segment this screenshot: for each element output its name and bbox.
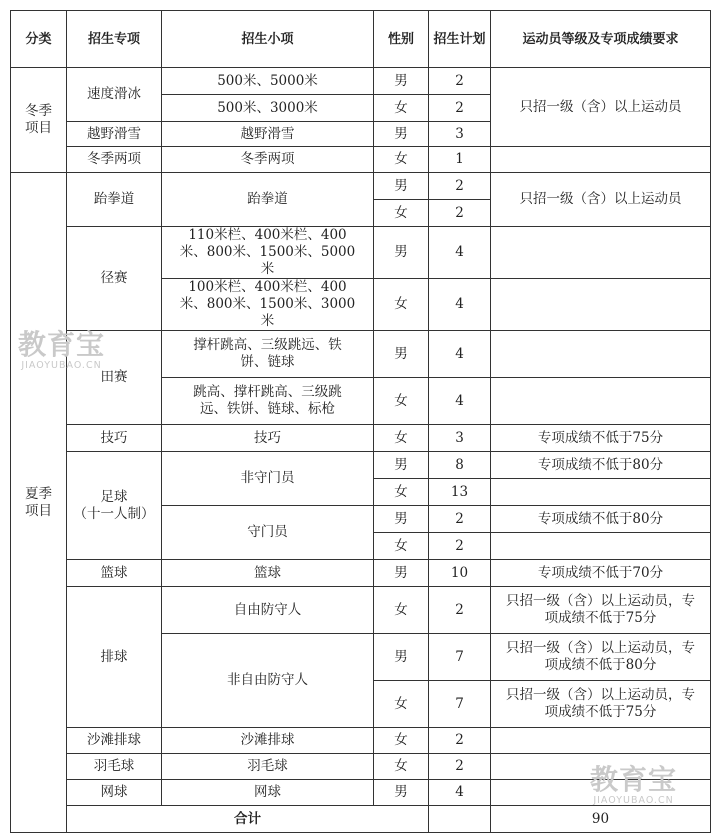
item-taekwondo: 跆拳道 (67, 173, 162, 227)
item-volleyball: 排球 (67, 587, 162, 728)
table-row (11, 452, 711, 479)
requirement-cell (491, 728, 711, 754)
gender-cell: 男 (374, 331, 429, 378)
item-beach-volleyball: 沙滩排球 (67, 728, 162, 754)
subitem-cell: 跳高、撑杆跳高、三级跳远、铁饼、链球、标枪 (162, 378, 374, 425)
subitem-cell: 越野滑雪 (162, 122, 374, 147)
header-row (11, 11, 711, 68)
gender-cell: 女 (374, 147, 429, 173)
subitem-cell: 跆拳道 (162, 173, 374, 227)
subitem-cell: 自由防守人 (162, 587, 374, 634)
gender-cell: 男 (374, 122, 429, 147)
table-row (11, 587, 711, 634)
item-tennis: 网球 (67, 780, 162, 806)
table-row (11, 147, 711, 173)
total-value: 90 (491, 806, 711, 833)
requirement-cell: 只招一级（含）以上运动员，专项成绩不低于75分 (491, 681, 711, 728)
header-item: 招生专项 (67, 11, 162, 68)
requirement-cell: 专项成绩不低于75分 (491, 425, 711, 452)
subitem-cell: 110米栏、400米栏、400米、800米、1500米、5000米 (162, 227, 374, 279)
table-row (11, 331, 711, 378)
requirement-cell (491, 227, 711, 279)
total-label: 合计 (67, 806, 429, 833)
plan-cell: 2 (429, 95, 491, 122)
watermark-text: 教育宝 (18, 328, 106, 361)
table-row (11, 728, 711, 754)
item-field: 田赛 (67, 331, 162, 425)
requirement-cell: 专项成绩不低于70分 (491, 560, 711, 587)
subitem-cell: 非守门员 (162, 452, 374, 506)
plan-cell: 7 (429, 634, 491, 681)
gender-cell: 女 (374, 587, 429, 634)
requirement-cell: 专项成绩不低于80分 (491, 506, 711, 533)
plan-cell: 2 (429, 728, 491, 754)
gender-cell: 男 (374, 634, 429, 681)
item-track: 径赛 (67, 227, 162, 331)
plan-cell: 4 (429, 331, 491, 378)
winter-category: 冬季项目 (11, 68, 67, 173)
requirement-cell: 只招一级（含）以上运动员 (491, 68, 711, 147)
plan-cell: 1 (429, 147, 491, 173)
table-row (11, 173, 711, 200)
requirement-cell (491, 479, 711, 506)
requirement-cell (491, 378, 711, 425)
summer-category: 夏季项目 (11, 173, 67, 833)
requirement-cell (491, 754, 711, 780)
requirement-cell: 专项成绩不低于80分 (491, 452, 711, 479)
requirement-cell: 只招一级（含）以上运动员，专项成绩不低于80分 (491, 634, 711, 681)
header-requirement: 运动员等级及专项成绩要求 (491, 11, 711, 68)
subitem-cell: 冬季两项 (162, 147, 374, 173)
item-biathlon: 冬季两项 (67, 147, 162, 173)
header-plan: 招生计划 (429, 11, 491, 68)
total-row (11, 806, 711, 833)
plan-cell: 3 (429, 425, 491, 452)
item-acrobatics: 技巧 (67, 425, 162, 452)
plan-cell: 2 (429, 754, 491, 780)
subitem-cell: 500米、5000米 (162, 68, 374, 95)
plan-cell: 2 (429, 173, 491, 200)
requirement-cell (491, 533, 711, 560)
gender-cell: 女 (374, 378, 429, 425)
plan-cell: 2 (429, 506, 491, 533)
subitem-cell: 篮球 (162, 560, 374, 587)
subitem-cell: 500米、3000米 (162, 95, 374, 122)
subitem-cell: 网球 (162, 780, 374, 806)
gender-cell: 男 (374, 506, 429, 533)
subitem-cell: 羽毛球 (162, 754, 374, 780)
gender-cell: 男 (374, 68, 429, 95)
plan-cell: 10 (429, 560, 491, 587)
header-subitem: 招生小项 (162, 11, 374, 68)
subitem-cell: 撑杆跳高、三级跳远、铁饼、链球 (162, 331, 374, 378)
item-football (67, 452, 162, 560)
subitem-cell: 100米栏、400米栏、400米、800米、1500米、3000米 (162, 279, 374, 331)
table-row (11, 754, 711, 780)
gender-cell: 女 (374, 728, 429, 754)
gender-cell: 女 (374, 681, 429, 728)
item-basketball: 篮球 (67, 560, 162, 587)
table-row (11, 425, 711, 452)
gender-cell: 女 (374, 533, 429, 560)
requirement-cell (491, 331, 711, 378)
subitem-cell: 非自由防守人 (162, 634, 374, 728)
watermark-url: JIAOYUBAO.CN (21, 360, 102, 371)
requirement-cell (491, 780, 711, 806)
total-gender-empty (429, 806, 491, 833)
requirement-cell (491, 279, 711, 331)
subitem-cell: 沙滩排球 (162, 728, 374, 754)
plan-cell: 2 (429, 200, 491, 227)
item-badminton: 羽毛球 (67, 754, 162, 780)
watermark-text: 教育宝 (590, 763, 678, 796)
plan-cell: 4 (429, 227, 491, 279)
plan-cell: 2 (429, 587, 491, 634)
enrollment-table (10, 10, 711, 833)
plan-cell: 4 (429, 780, 491, 806)
subitem-cell: 技巧 (162, 425, 374, 452)
item-xc-ski: 越野滑雪 (67, 122, 162, 147)
plan-cell: 4 (429, 279, 491, 331)
requirement-cell: 只招一级（含）以上运动员 (491, 173, 711, 227)
header-category: 分类 (11, 11, 67, 68)
plan-cell: 8 (429, 452, 491, 479)
gender-cell: 女 (374, 279, 429, 331)
gender-cell: 男 (374, 560, 429, 587)
football-note: （十一人制） (73, 505, 155, 522)
plan-cell: 7 (429, 681, 491, 728)
plan-cell: 2 (429, 533, 491, 560)
table-row (11, 780, 711, 806)
football-label: 足球 (100, 488, 128, 505)
gender-cell: 女 (374, 95, 429, 122)
subitem-cell: 守门员 (162, 506, 374, 560)
gender-cell: 男 (374, 227, 429, 279)
gender-cell: 女 (374, 479, 429, 506)
watermark-url: JIAOYUBAO.CN (593, 795, 674, 806)
gender-cell: 女 (374, 425, 429, 452)
requirement-cell (491, 147, 711, 173)
gender-cell: 男 (374, 780, 429, 806)
table-row (11, 560, 711, 587)
plan-cell: 3 (429, 122, 491, 147)
gender-cell: 女 (374, 754, 429, 780)
gender-cell: 男 (374, 452, 429, 479)
table-row (11, 68, 711, 95)
item-speed-skating: 速度滑冰 (67, 68, 162, 122)
requirement-cell: 只招一级（含）以上运动员，专项成绩不低于75分 (491, 587, 711, 634)
plan-cell: 2 (429, 68, 491, 95)
gender-cell: 男 (374, 173, 429, 200)
header-gender: 性别 (374, 11, 429, 68)
gender-cell: 女 (374, 200, 429, 227)
table-row (11, 227, 711, 279)
plan-cell: 4 (429, 378, 491, 425)
plan-cell: 13 (429, 479, 491, 506)
